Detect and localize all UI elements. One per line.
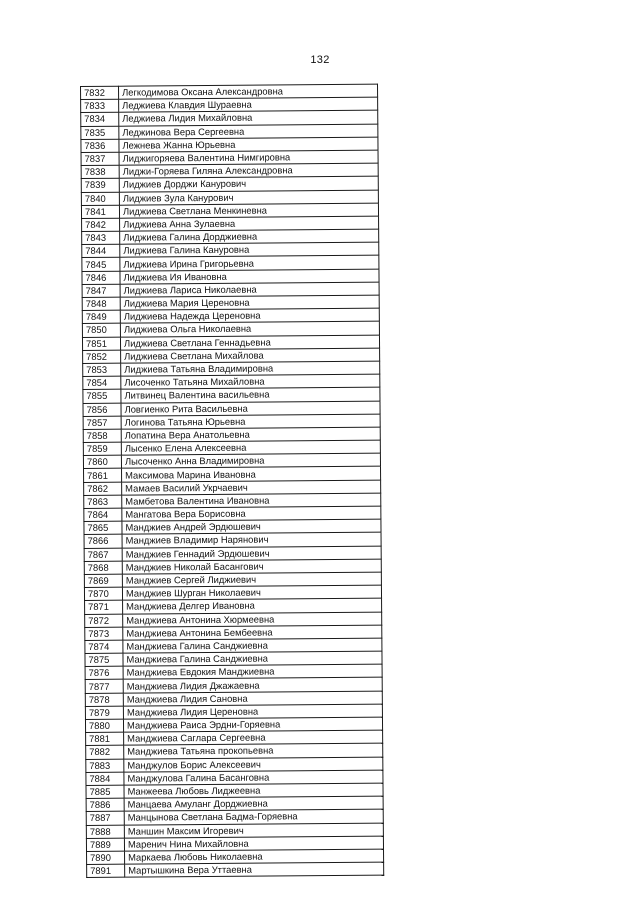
row-number: 7889	[86, 838, 124, 851]
row-number: 7850	[82, 324, 120, 337]
person-full-name: Лиджиева Татьяна Владимировна	[121, 361, 380, 376]
row-number: 7878	[85, 693, 123, 706]
person-full-name: Леджиева Лидия Михайловна	[119, 111, 378, 126]
person-full-name: Манджиев Геннадий Эрдюшевич	[122, 546, 381, 561]
row-number: 7885	[86, 785, 124, 798]
row-number: 7874	[85, 640, 123, 653]
row-number: 7858	[83, 429, 121, 442]
person-full-name: Манджиева Лидия Джажаевна	[123, 678, 382, 693]
person-full-name: Манджиева Делгер Ивановна	[123, 598, 382, 613]
row-number: 7847	[82, 284, 120, 297]
person-full-name: Манджиева Татьяна прокопьевна	[124, 744, 383, 759]
person-full-name: Лиджиева Ирина Григорьевна	[120, 256, 379, 271]
person-full-name: Манджиев Андрей Эрдюшевич	[122, 519, 381, 534]
row-number: 7871	[85, 600, 123, 613]
person-full-name: Максимова Марина Ивановна	[122, 467, 381, 482]
person-full-name: Маркаева Любовь Николаевна	[125, 849, 384, 864]
person-full-name: Манджулов Борис Алексеевич	[124, 757, 383, 772]
row-number: 7860	[83, 455, 121, 468]
row-number: 7840	[81, 192, 119, 205]
row-number: 7884	[86, 772, 124, 785]
row-number: 7853	[83, 363, 121, 376]
person-full-name: Манцынова Светлана Бадма-Горяевна	[124, 809, 383, 824]
row-number: 7872	[85, 614, 123, 627]
row-number: 7883	[86, 759, 124, 772]
person-full-name: Манжеева Любовь Лиджеевна	[124, 783, 383, 798]
row-number: 7867	[84, 548, 122, 561]
row-number: 7886	[86, 798, 124, 811]
row-number: 7881	[86, 732, 124, 745]
table-row	[87, 862, 384, 878]
row-number: 7852	[83, 350, 121, 363]
person-full-name: Манджулова Галина Басанговна	[124, 770, 383, 785]
person-full-name: Манджиев Шурган Николаевич	[122, 585, 381, 600]
person-full-name: Лопатина Вера Анатольевна	[121, 427, 380, 442]
row-number: 7851	[82, 337, 120, 350]
row-number: 7844	[82, 244, 120, 257]
person-full-name: Лиджиева Анна Зулаевна	[120, 216, 379, 231]
row-number: 7864	[84, 508, 122, 521]
row-number: 7837	[81, 152, 119, 165]
person-full-name: Манджиева Лидия Сановна	[123, 691, 382, 706]
row-number: 7849	[82, 310, 120, 323]
person-full-name: Маншин Максим Игоревич	[124, 823, 383, 838]
person-full-name: Лиджиев Дорджи Канурович	[119, 176, 378, 191]
row-number: 7877	[85, 680, 123, 693]
person-full-name: Легкодимова Оксана Александровна	[119, 84, 378, 99]
row-number: 7846	[82, 271, 120, 284]
person-full-name: Литвинец Валентина васильевна	[121, 387, 380, 402]
person-full-name: Лежнева Жанна Юрьевна	[119, 137, 378, 152]
person-full-name: Манцаева Амуланг Дорджиевна	[124, 796, 383, 811]
row-number: 7838	[81, 165, 119, 178]
row-number: 7888	[86, 825, 124, 838]
row-number: 7833	[81, 99, 119, 112]
person-full-name: Мангатова Вера Борисовна	[122, 506, 381, 521]
row-number: 7859	[83, 442, 121, 455]
person-full-name: Манджиева Галина Санджиевна	[123, 651, 382, 666]
row-number: 7887	[86, 811, 124, 824]
person-full-name: Манджиева Лидия Цереновна	[123, 704, 382, 719]
row-number: 7869	[84, 574, 122, 587]
person-full-name: Лиджиева Светлана Менкиневна	[119, 203, 378, 218]
row-number: 7868	[84, 561, 122, 574]
row-number: 7854	[83, 376, 121, 389]
person-full-name: Лиджиева Ия Ивановна	[120, 269, 379, 284]
row-number: 7856	[83, 403, 121, 416]
row-number: 7848	[82, 297, 120, 310]
row-number: 7855	[83, 390, 121, 403]
row-number: 7841	[81, 205, 119, 218]
person-full-name: Лиджи-Горяева Гиляна Александровна	[119, 163, 378, 178]
person-full-name: Мамбетова Валентина Ивановна	[122, 493, 381, 508]
person-full-name: Манджиева Саглара Сергеевна	[124, 730, 383, 745]
row-number: 7863	[84, 495, 122, 508]
person-full-name: Манджиева Раиса Эрдни-Горяевна	[123, 717, 382, 732]
person-full-name: Лысоченко Анна Владимировна	[121, 453, 380, 468]
row-number: 7834	[81, 113, 119, 126]
person-full-name: Лиджиева Светлана Геннадьевна	[120, 335, 379, 350]
person-full-name: Маренич Нина Михайловна	[124, 836, 383, 851]
page-number: 132	[310, 54, 330, 66]
register-body	[81, 84, 384, 878]
row-number: 7842	[82, 218, 120, 231]
person-full-name: Лиджиева Галина Дорджиевна	[120, 229, 379, 244]
row-number: 7857	[83, 416, 121, 429]
person-full-name: Леджиева Клавдия Шураевна	[119, 97, 378, 112]
row-number: 7865	[84, 521, 122, 534]
row-number: 7870	[84, 587, 122, 600]
row-number: 7880	[85, 719, 123, 732]
row-number: 7866	[84, 535, 122, 548]
person-full-name: Леджинова Вера Сергеевна	[119, 124, 378, 139]
person-full-name: Лиджиева Ольга Николаевна	[120, 322, 379, 337]
row-number: 7876	[85, 666, 123, 679]
row-number: 7836	[81, 139, 119, 152]
person-full-name: Лиджиева Мария Цереновна	[120, 295, 379, 310]
person-full-name: Манджиева Антонина Бембеевна	[123, 625, 382, 640]
name-register-table	[80, 84, 384, 879]
person-full-name: Логинова Татьяна Юрьевна	[121, 414, 380, 429]
person-full-name: Лиджиева Светлана Михайлова	[121, 348, 380, 363]
row-number: 7891	[87, 864, 125, 877]
row-number: 7879	[85, 706, 123, 719]
row-number: 7875	[85, 653, 123, 666]
person-full-name: Манджиев Николай Басангович	[122, 559, 381, 574]
row-number: 7832	[81, 86, 119, 99]
row-number: 7845	[82, 258, 120, 271]
person-full-name: Лиджиев Зула Канурович	[119, 190, 378, 205]
person-full-name: Лиджиева Галина Кануровна	[120, 242, 379, 257]
person-full-name: Лиджиева Лариса Николаевна	[120, 282, 379, 297]
person-full-name: Манджиева Антонина Хюрмеевна	[123, 612, 382, 627]
person-full-name: Лысенко Елена Алексеевна	[121, 440, 380, 455]
row-number: 7843	[82, 231, 120, 244]
person-full-name: Мамаев Василий Укрчаевич	[122, 480, 381, 495]
row-number: 7861	[84, 469, 122, 482]
person-full-name: Манджиева Евдокия Манджиевна	[123, 664, 382, 679]
row-number: 7839	[81, 179, 119, 192]
row-number: 7882	[86, 746, 124, 759]
person-full-name: Манджиев Сергей Лиджиевич	[122, 572, 381, 587]
person-full-name: Мартышкина Вера Уттаевна	[125, 862, 384, 877]
row-number: 7890	[87, 851, 125, 864]
person-full-name: Манджиева Галина Санджиевна	[123, 638, 382, 653]
person-full-name: Лиджигоряева Валентина Нимгировна	[119, 150, 378, 165]
person-full-name: Лисоченко Татьяна Михайловна	[121, 374, 380, 389]
row-number: 7835	[81, 126, 119, 139]
person-full-name: Ловгиенко Рита Васильевна	[121, 401, 380, 416]
row-number: 7862	[84, 482, 122, 495]
person-full-name: Лиджиева Надежда Цереновна	[120, 308, 379, 323]
person-full-name: Манджиев Владимир Нарянович	[122, 533, 381, 548]
row-number: 7873	[85, 627, 123, 640]
